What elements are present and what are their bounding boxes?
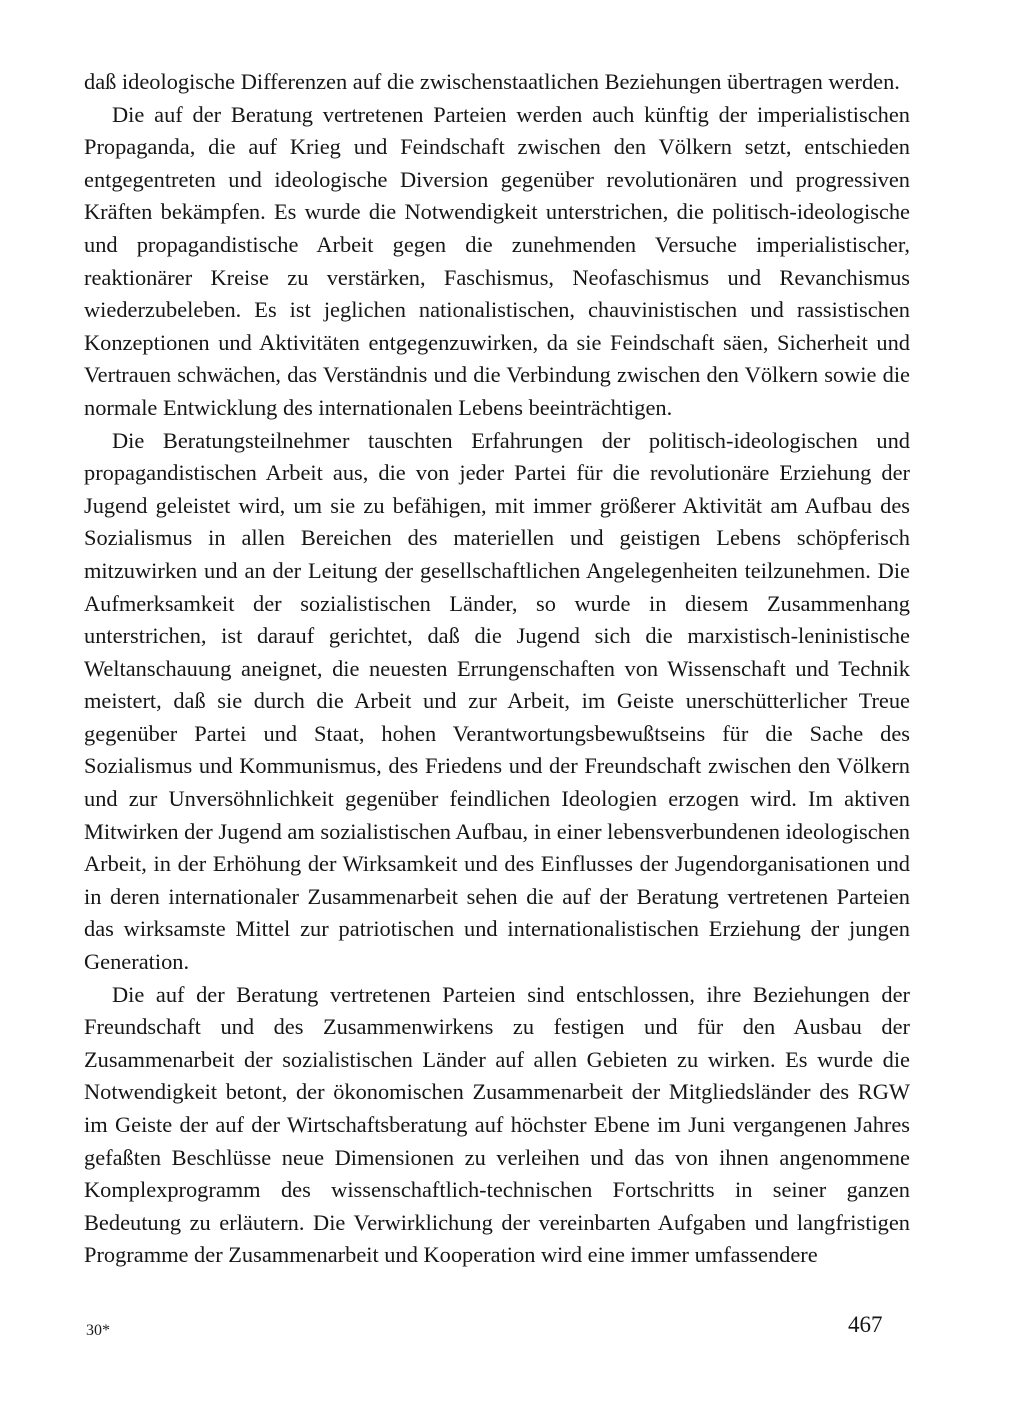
paragraph-3: Die Beratungsteilnehmer tauschten Erfahrungen der politisch-ideologischen und propagandistischen Arbeit aus, die von jeder Partei für die revolutionäre Erziehung der Jugend geleistet wird, um sie zu befähigen, mit immer größerer Aktivität am Aufbau des Sozialismus in allen Bereichen des materiellen und geistigen Lebens schöpferisch mitzuwirken und an der Leitung der gesellschaftlichen Angelegenheiten teilzunehmen. Die Aufmerksamkeit der sozialistischen Länder, so wurde in diesem Zusammenhang unterstrichen, ist darauf gerichtet, daß die Jugend sich die marxistisch-leninistische Weltanschauung aneignet, die neuesten Errungenschaften von Wissenschaft und Technik meistert, daß sie durch die Arbeit und zur Arbeit, im Geiste unerschütterlicher Treue gegenüber Partei und Staat, hohen Verantwortungsbewußtseins für die Sache des Sozialismus und Kommunismus, des Friedens und der Freundschaft zwischen den Völkern und zur Unversöhnlichkeit gegenüber feindlichen Ideologien erzogen wird. Im aktiven Mitwirken der Jugend am sozialistischen Aufbau, in einer lebensverbundenen ideologischen Arbeit, in der Erhöhung der Wirksamkeit und des Einflusses der Jugendorganisationen und in deren internationaler Zusammenarbeit sehen die auf der Beratung vertretenen Parteien das wirksamste Mittel zur patriotischen und internationalistischen Erziehung der jungen Generation. (84, 427, 910, 975)
body-text (84, 66, 910, 1272)
signature-mark: 30* (86, 1322, 110, 1339)
paragraph-2: Die auf der Beratung vertretenen Parteien werden auch künftig der imperialistischen Propaganda, die auf Krieg und Feindschaft zwischen den Völkern setzt, entschieden entgegentreten und ideologische Diversion gegenüber revolutionären und progressiven Kräften bekämpfen. Es wurde die Notwendigkeit unterstrichen, die politisch-ideologische und propagandistische Arbeit gegen die zunehmenden Versuche imperialistischer, reaktionärer Kreise zu verstärken, Faschismus, Neofaschismus und Revanchismus wiederzubeleben. Es ist jeglichen nationalistischen, chauvinistischen und rassistischen Konzeptionen und Aktivitäten entgegenzuwirken, da sie Feindschaft säen, Sicherheit und Vertrauen schwächen, das Verständnis und die Verbindung zwischen den Völkern sowie die normale Entwicklung des internationalen Lebens beeinträchtigen. (84, 101, 910, 420)
paragraph-1: daß ideologische Differenzen auf die zwischenstaatlichen Beziehungen übertragen werden. (84, 69, 900, 94)
paragraph-4: Die auf der Beratung vertretenen Parteien sind entschlossen, ihre Beziehungen der Freundschaft und des Zusammenwirkens zu festigen und für den Ausbau der Zusammenarbeit der sozialistischen Länder auf allen Gebieten zu wirken. Es wurde die Notwendigkeit betont, der ökonomischen Zusammenarbeit der Mitgliedsländer des RGW im Geiste der auf der Wirtschaftsberatung auf höchster Ebene im Juni vergangenen Jahres gefaßten Beschlüsse neue Dimensionen zu verleihen und das von ihnen angenommene Komplexprogramm des wissenschaftlich-technischen Fortschritts in seiner ganzen Bedeutung zu erläutern. Die Verwirklichung der vereinbarten Aufgaben und langfristigen Programme der Zusammenarbeit und Kooperation wird eine immer umfassendere (84, 981, 910, 1268)
page-number: 467 (848, 1312, 883, 1337)
